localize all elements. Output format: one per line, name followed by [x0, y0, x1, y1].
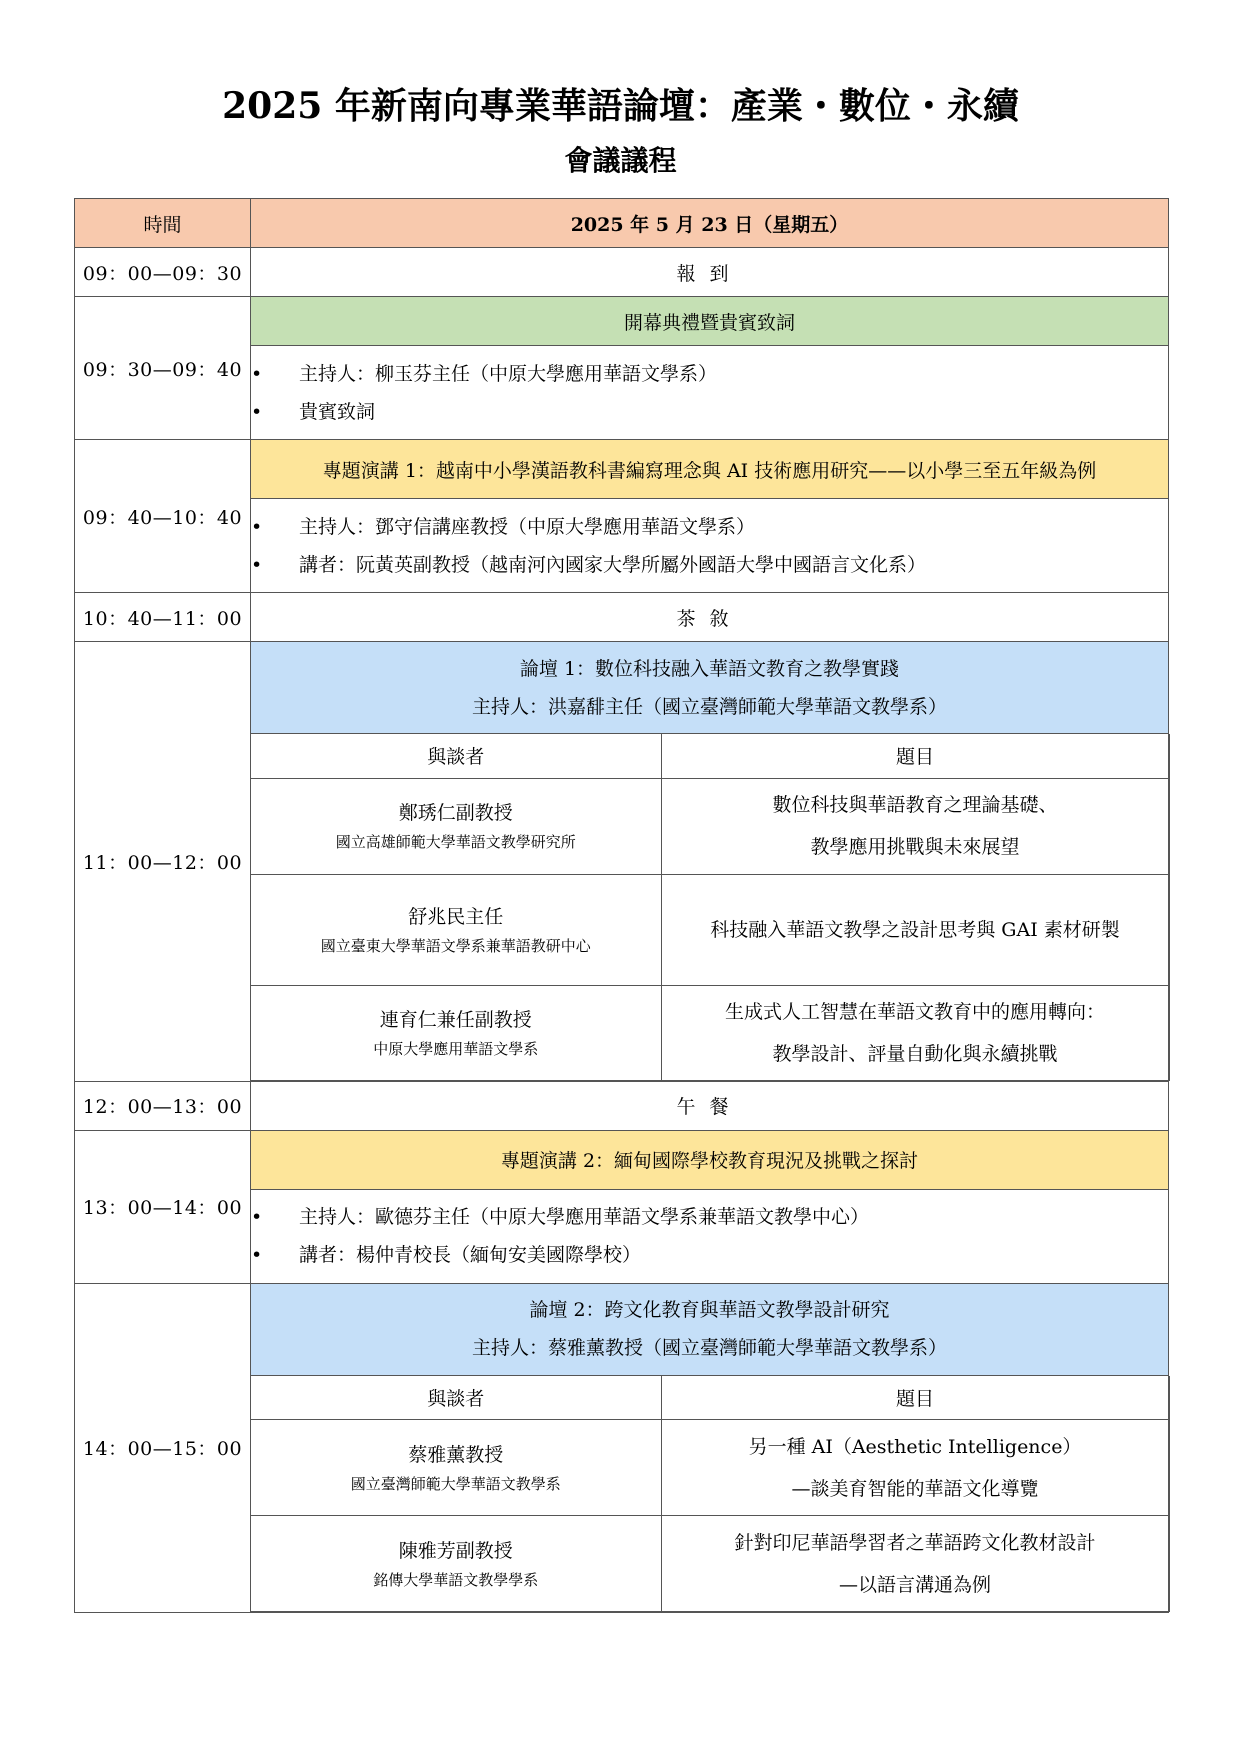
- host-text: 主持人：柳玉芬主任（中原大學應用華語文學系）: [299, 362, 718, 385]
- forum-1-host: 主持人：洪嘉馡主任（國立臺灣師範大學華語文教學系）: [471, 695, 947, 718]
- bullet-icon: •: [251, 400, 263, 423]
- time-cell: 10：40—11：00: [75, 593, 251, 642]
- topic-cell: [661, 985, 1169, 1080]
- guest-speech-text: 貴賓致詞: [299, 400, 376, 423]
- speaker-name: 舒兆民主任: [408, 905, 504, 928]
- bullet-icon: •: [251, 515, 263, 538]
- table-header-row: [251, 1376, 1169, 1420]
- list-item: [251, 355, 1168, 393]
- bullet-icon: •: [251, 1244, 263, 1266]
- topic-line: 教學設計、評量自動化與永續挑戰: [772, 1042, 1058, 1065]
- speaker-cell: [251, 1516, 661, 1612]
- column-header-speaker: 與談者: [251, 1376, 661, 1420]
- host-text: 主持人：歐德芬主任（中原大學應用華語文學系兼華語文教學中心）: [299, 1206, 870, 1228]
- speaker-affiliation: 銘傳大學華語文教學學系: [373, 1570, 539, 1589]
- table-row: [251, 1516, 1169, 1612]
- keynote-2-details: [251, 1189, 1169, 1283]
- tea-break-label: 茶敘: [251, 593, 1169, 642]
- speaker-cell: [251, 874, 661, 985]
- bullet-icon: •: [251, 362, 263, 385]
- time-cell: 09：30—09：40: [75, 297, 251, 440]
- column-header-topic: 題目: [661, 734, 1169, 778]
- agenda-row-registration: [75, 248, 1169, 297]
- list-item: [251, 508, 1168, 546]
- keynote-1-heading: 專題演講 1：越南中小學漢語教科書編寫理念與 AI 技術應用研究——以小學三至五年級為例: [251, 440, 1169, 499]
- speaker-text: 講者：楊仲青校長（緬甸安美國際學校）: [299, 1244, 642, 1266]
- forum-1-header: [251, 642, 1169, 734]
- time-cell: 11：00—12：00: [75, 642, 251, 1082]
- table-row: [251, 778, 1169, 874]
- speaker-name: 連育仁兼任副教授: [379, 1008, 532, 1031]
- forum-2-heading: 論壇 2：跨文化教育與華語文教學設計研究: [529, 1299, 890, 1321]
- registration-label: 報到: [251, 248, 1169, 297]
- speaker-affiliation: 國立臺灣師範大學華語文教學系: [350, 1474, 561, 1493]
- topic-line: 科技融入華語文教學之設計思考與 GAI 素材研製: [710, 918, 1120, 941]
- header-date: 2025 年 5 月 23 日（星期五）: [251, 199, 1169, 248]
- agenda-row-forum-1: [75, 642, 1169, 734]
- forum-2-panel-cell: [251, 1375, 1169, 1613]
- forum-2-host: 主持人：蔡雅薰教授（國立臺灣師範大學華語文教學系）: [471, 1337, 947, 1359]
- time-cell: 12：00—13：00: [75, 1081, 251, 1130]
- list-item: [251, 1198, 1168, 1236]
- time-cell: 09：40—10：40: [75, 440, 251, 593]
- forum-1-panel-cell: [251, 734, 1169, 1082]
- agenda-row-lunch: [75, 1081, 1169, 1130]
- time-cell: 14：00—15：00: [75, 1283, 251, 1613]
- speaker-text: 講者：阮黃英副教授（越南河內國家大學所屬外國語大學中國語言文化系）: [299, 553, 927, 576]
- speaker-affiliation: 國立臺東大學華語文學系兼華語教研中心: [320, 936, 591, 955]
- speaker-name: 蔡雅薰教授: [408, 1443, 504, 1466]
- page-title: 2025 年新南向專業華語論壇：產業・數位・永續: [222, 85, 1019, 127]
- topic-line: —以語言溝通為例: [838, 1573, 991, 1596]
- list-item: [251, 393, 1168, 431]
- forum-2-header: [251, 1283, 1169, 1375]
- time-cell: 13：00—14：00: [75, 1130, 251, 1283]
- page-subtitle: 會議議程: [564, 144, 677, 177]
- speaker-name: 陳雅芳副教授: [398, 1539, 513, 1562]
- keynote-2-heading: 專題演講 2：緬甸國際學校教育現況及挑戰之探討: [251, 1130, 1169, 1189]
- header-row: [75, 199, 1169, 248]
- speaker-affiliation: 國立高雄師範大學華語文教學研究所: [335, 833, 576, 851]
- column-header-topic: 題目: [661, 1376, 1169, 1420]
- bullet-icon: •: [251, 1206, 263, 1228]
- speaker-cell: [251, 1420, 661, 1516]
- speaker-name: 鄭琇仁副教授: [398, 802, 513, 824]
- forum-1-heading: 論壇 1：數位科技融入華語文教育之教學實踐: [519, 657, 900, 680]
- forum-2-panel-table: [251, 1376, 1170, 1613]
- agenda-row-keynote-2: [75, 1130, 1169, 1189]
- time-cell: 09：00—09：30: [75, 248, 251, 297]
- topic-line: 針對印尼華語學習者之華語跨文化教材設計: [734, 1531, 1096, 1554]
- agenda-row-tea-break: [75, 593, 1169, 642]
- list-item: [251, 1236, 1168, 1274]
- forum-1-panel-table: [251, 734, 1170, 1081]
- bullet-icon: •: [251, 553, 263, 576]
- speaker-cell: [251, 778, 661, 874]
- speaker-cell: [251, 985, 661, 1080]
- speaker-affiliation: 中原大學應用華語文學系: [373, 1039, 539, 1058]
- opening-heading: 開幕典禮暨貴賓致詞: [251, 297, 1169, 346]
- topic-cell: [661, 778, 1169, 874]
- table-header-row: [251, 734, 1169, 778]
- topic-cell: [661, 1516, 1169, 1612]
- topic-line: 教學應用挑戰與未來展望: [810, 836, 1020, 858]
- topic-line: 生成式人工智慧在華語文教育中的應用轉向：: [724, 1000, 1105, 1023]
- topic-cell: [661, 874, 1169, 985]
- agenda-row-keynote-1: [75, 440, 1169, 499]
- host-text: 主持人：鄧守信講座教授（中原大學應用華語文學系）: [299, 515, 756, 538]
- topic-cell: [661, 1420, 1169, 1516]
- agenda-row-opening: [75, 297, 1169, 346]
- agenda-row-forum-2: [75, 1283, 1169, 1375]
- topic-line: 數位科技與華語教育之理論基礎、: [772, 794, 1058, 816]
- header-time: 時間: [75, 199, 251, 248]
- opening-details: [251, 346, 1169, 440]
- list-item: [251, 546, 1168, 584]
- column-header-speaker: 與談者: [251, 734, 661, 778]
- table-row: [251, 874, 1169, 985]
- keynote-1-details: [251, 499, 1169, 593]
- table-row: [251, 1420, 1169, 1516]
- agenda-table: [74, 198, 1169, 1613]
- topic-line: —談美育智能的華語文化導覽: [791, 1477, 1039, 1500]
- lunch-label: 午餐: [251, 1081, 1169, 1130]
- topic-line: 另一種 AI（Aesthetic Intelligence）: [748, 1435, 1082, 1458]
- table-row: [251, 985, 1169, 1080]
